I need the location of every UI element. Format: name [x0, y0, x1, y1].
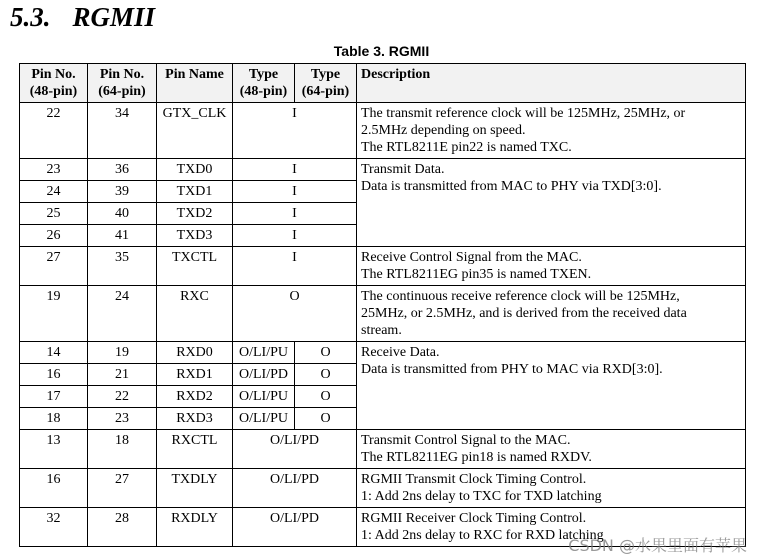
table-row: 13 18 RXCTL O/LI/PD Transmit Control Signal to the MAC. The RTL8211EG pin18 is named RXDV.: [20, 430, 746, 469]
table-row: 32 28 RXDLY O/LI/PD RGMII Receiver Clock Timing Control. 1: Add 2ns delay to RXC for RXD latching: [20, 508, 746, 547]
table-row: 16 21 RXD1 O/LI/PD O: [20, 364, 746, 386]
description-cell: Receive Data. Data is transmitted from PHY to MAC via RXD[3:0].: [357, 342, 746, 430]
description-cell: The continuous receive reference clock will be 125MHz, 25MHz, or 2.5MHz, and is derived from the received data stream.: [357, 286, 746, 342]
section-title: RGMII: [72, 2, 156, 32]
description-cell: Receive Control Signal from the MAC. The RTL8211EG pin35 is named TXEN.: [357, 247, 746, 286]
description-cell: Transmit Control Signal to the MAC. The RTL8211EG pin18 is named RXDV.: [357, 430, 746, 469]
table-row: 23 36 TXD0 I Transmit Data. Data is transmitted from MAC to PHY via TXD[3:0].: [20, 159, 746, 181]
watermark: CSDN @水果里面有苹果: [568, 536, 747, 555]
description-cell: The transmit reference clock will be 125MHz, 25MHz, or 2.5MHz depending on speed. The RTL8211E pin22 is named TXC.: [357, 103, 746, 159]
header-type-64: Type (64-pin): [295, 64, 357, 103]
table-row: 25 40 TXD2 I: [20, 203, 746, 225]
section-number: 5.3.: [10, 2, 51, 32]
table-row: 17 22 RXD2 O/LI/PU O: [20, 386, 746, 408]
section-heading: [10, 2, 155, 33]
table-row: 16 27 TXDLY O/LI/PD RGMII Transmit Clock Timing Control. 1: Add 2ns delay to TXC for TXD latching: [20, 469, 746, 508]
table-caption: Table 3. RGMII: [333, 43, 430, 59]
header-pin-48: Pin No. (48-pin): [20, 64, 88, 103]
description-cell: RGMII Receiver Clock Timing Control. 1: Add 2ns delay to RXC for RXD latching: [357, 508, 746, 547]
rgmii-pin-table: [19, 63, 746, 547]
table-row: 26 41 TXD3 I: [20, 225, 746, 247]
table-row: 22 34 GTX_CLK I The transmit reference clock will be 125MHz, 25MHz, or 2.5MHz depending on speed. The RTL8211E pin22 is named TXC.: [20, 103, 746, 159]
header-pin-64: Pin No. (64-pin): [88, 64, 157, 103]
description-cell: RGMII Transmit Clock Timing Control. 1: Add 2ns delay to TXC for TXD latching: [357, 469, 746, 508]
table-row: 19 24 RXC O The continuous receive reference clock will be 125MHz, 25MHz, or 2.5MHz, and is derived from the received data stream.: [20, 286, 746, 342]
header-description: Description: [357, 64, 746, 103]
table-row: 14 19 RXD0 O/LI/PU O Receive Data. Data is transmitted from PHY to MAC via RXD[3:0].: [20, 342, 746, 364]
header-pin-name: Pin Name: [157, 64, 233, 103]
table-row: 24 39 TXD1 I: [20, 181, 746, 203]
table-row: 18 23 RXD3 O/LI/PU O: [20, 408, 746, 430]
table-row: 27 35 TXCTL I Receive Control Signal from the MAC. The RTL8211EG pin35 is named TXEN.: [20, 247, 746, 286]
table-header-row: [20, 64, 746, 103]
header-type-48: Type (48-pin): [233, 64, 295, 103]
description-cell: Transmit Data. Data is transmitted from MAC to PHY via TXD[3:0].: [357, 159, 746, 247]
